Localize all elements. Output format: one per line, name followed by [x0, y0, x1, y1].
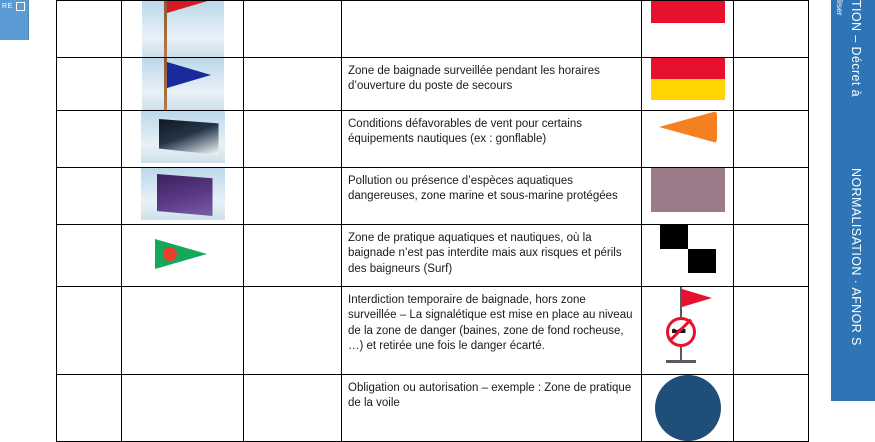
row-cell-symbol: [642, 168, 734, 225]
row-cell-description: [342, 111, 642, 168]
right-rail-top-label: TION – Décret à: [849, 0, 863, 97]
row-cell-a: [57, 225, 122, 287]
row-cell-description: [342, 168, 642, 225]
row-cell-f: [734, 111, 809, 168]
row-cell-f: [734, 287, 809, 375]
row-cell-c: [244, 287, 342, 375]
row-cell-symbol: [642, 375, 734, 442]
row-cell-symbol: [642, 111, 734, 168]
row-cell-symbol: [642, 1, 734, 58]
row-description-text: Zone de baignade surveillée pendant les horaires d’ouverture du poste de secours: [348, 65, 600, 93]
table-row: [57, 58, 809, 111]
orange-cone-symbol: [642, 111, 733, 143]
row-cell-symbol: [642, 58, 734, 111]
row-cell-flag: [122, 168, 244, 225]
row-cell-f: [734, 225, 809, 287]
left-side-tab: [0, 0, 29, 40]
row-cell-description: [342, 375, 642, 442]
row-cell-f: [734, 168, 809, 225]
row-cell-description: [342, 225, 642, 287]
row-cell-symbol: [642, 287, 734, 375]
row-description-text: Pollution ou présence d’espèces aquatiques dangereuses, zone marine et sous-marine protégées: [348, 175, 618, 203]
black-white-wave-flag-icon: [122, 111, 243, 163]
red-yellow-rectangle-symbol: [642, 58, 733, 100]
purple-flag-icon: [122, 168, 243, 220]
row-cell-a: [57, 168, 122, 225]
row-cell-description: [342, 58, 642, 111]
blue-pennant-flag-icon: [122, 58, 243, 110]
blue-circle-symbol: [642, 375, 733, 441]
row-cell-c: [244, 168, 342, 225]
row-cell-flag: [122, 58, 244, 111]
row-cell-a: [57, 375, 122, 442]
row-description-text: Obligation ou autorisation – exemple : Zone de pratique de la voile: [348, 382, 632, 410]
right-rail-top-sublabel: liser: [835, 0, 845, 16]
row-description-text: Zone de pratique aquatiques et nautiques, où la baignade n’est pas interdite mais aux risques et périls des baigneurs (Surf): [348, 232, 622, 275]
red-pennant-flag-icon: [122, 1, 243, 57]
left-rail-label: RE: [2, 3, 13, 10]
row-description-text: Interdiction temporaire de baignade, hors zone surveillée – La signalétique est mise en place au niveau de la zone de danger (baines, zone de fond rocheuse, …) et retirée une fois le danger écarté.: [348, 294, 633, 352]
row-cell-c: [244, 58, 342, 111]
right-side-banner: [831, 0, 875, 401]
row-cell-a: [57, 58, 122, 111]
table-row: [57, 225, 809, 287]
row-cell-description: [342, 287, 642, 375]
flag-signage-table: [56, 0, 808, 410]
table-row: [57, 111, 809, 168]
no-swimming-mast-symbol: [642, 287, 733, 363]
row-cell-flag: [122, 375, 244, 442]
row-cell-a: [57, 111, 122, 168]
table-row: [57, 168, 809, 225]
row-cell-f: [734, 375, 809, 442]
row-cell-symbol: [642, 225, 734, 287]
green-pennant-red-dot-flag-icon: [122, 225, 243, 281]
row-cell-f: [734, 58, 809, 111]
table-row: [57, 1, 809, 58]
right-rail-bottom-label: NORMALISATION · AFNOR S: [849, 168, 863, 346]
black-white-checker-symbol: [642, 225, 733, 273]
row-cell-flag: [122, 1, 244, 58]
row-cell-c: [244, 375, 342, 442]
row-description-text: [342, 1, 641, 13]
row-cell-f: [734, 1, 809, 58]
checkbox-icon: [16, 2, 25, 11]
row-cell-c: [244, 1, 342, 58]
table-row: [57, 287, 809, 375]
red-rectangle-symbol: [642, 1, 733, 23]
row-cell-a: [57, 287, 122, 375]
row-description-text: Conditions défavorables de vent pour certains équipements nautiques (ex : gonflable): [348, 118, 582, 146]
row-cell-flag: [122, 225, 244, 287]
row-cell-c: [244, 225, 342, 287]
row-cell-c: [244, 111, 342, 168]
row-cell-flag: [122, 287, 244, 375]
row-cell-description: [342, 1, 642, 58]
row-cell-flag: [122, 111, 244, 168]
row-cell-a: [57, 1, 122, 58]
plum-rectangle-symbol: [642, 168, 733, 212]
table-row: [57, 375, 809, 442]
